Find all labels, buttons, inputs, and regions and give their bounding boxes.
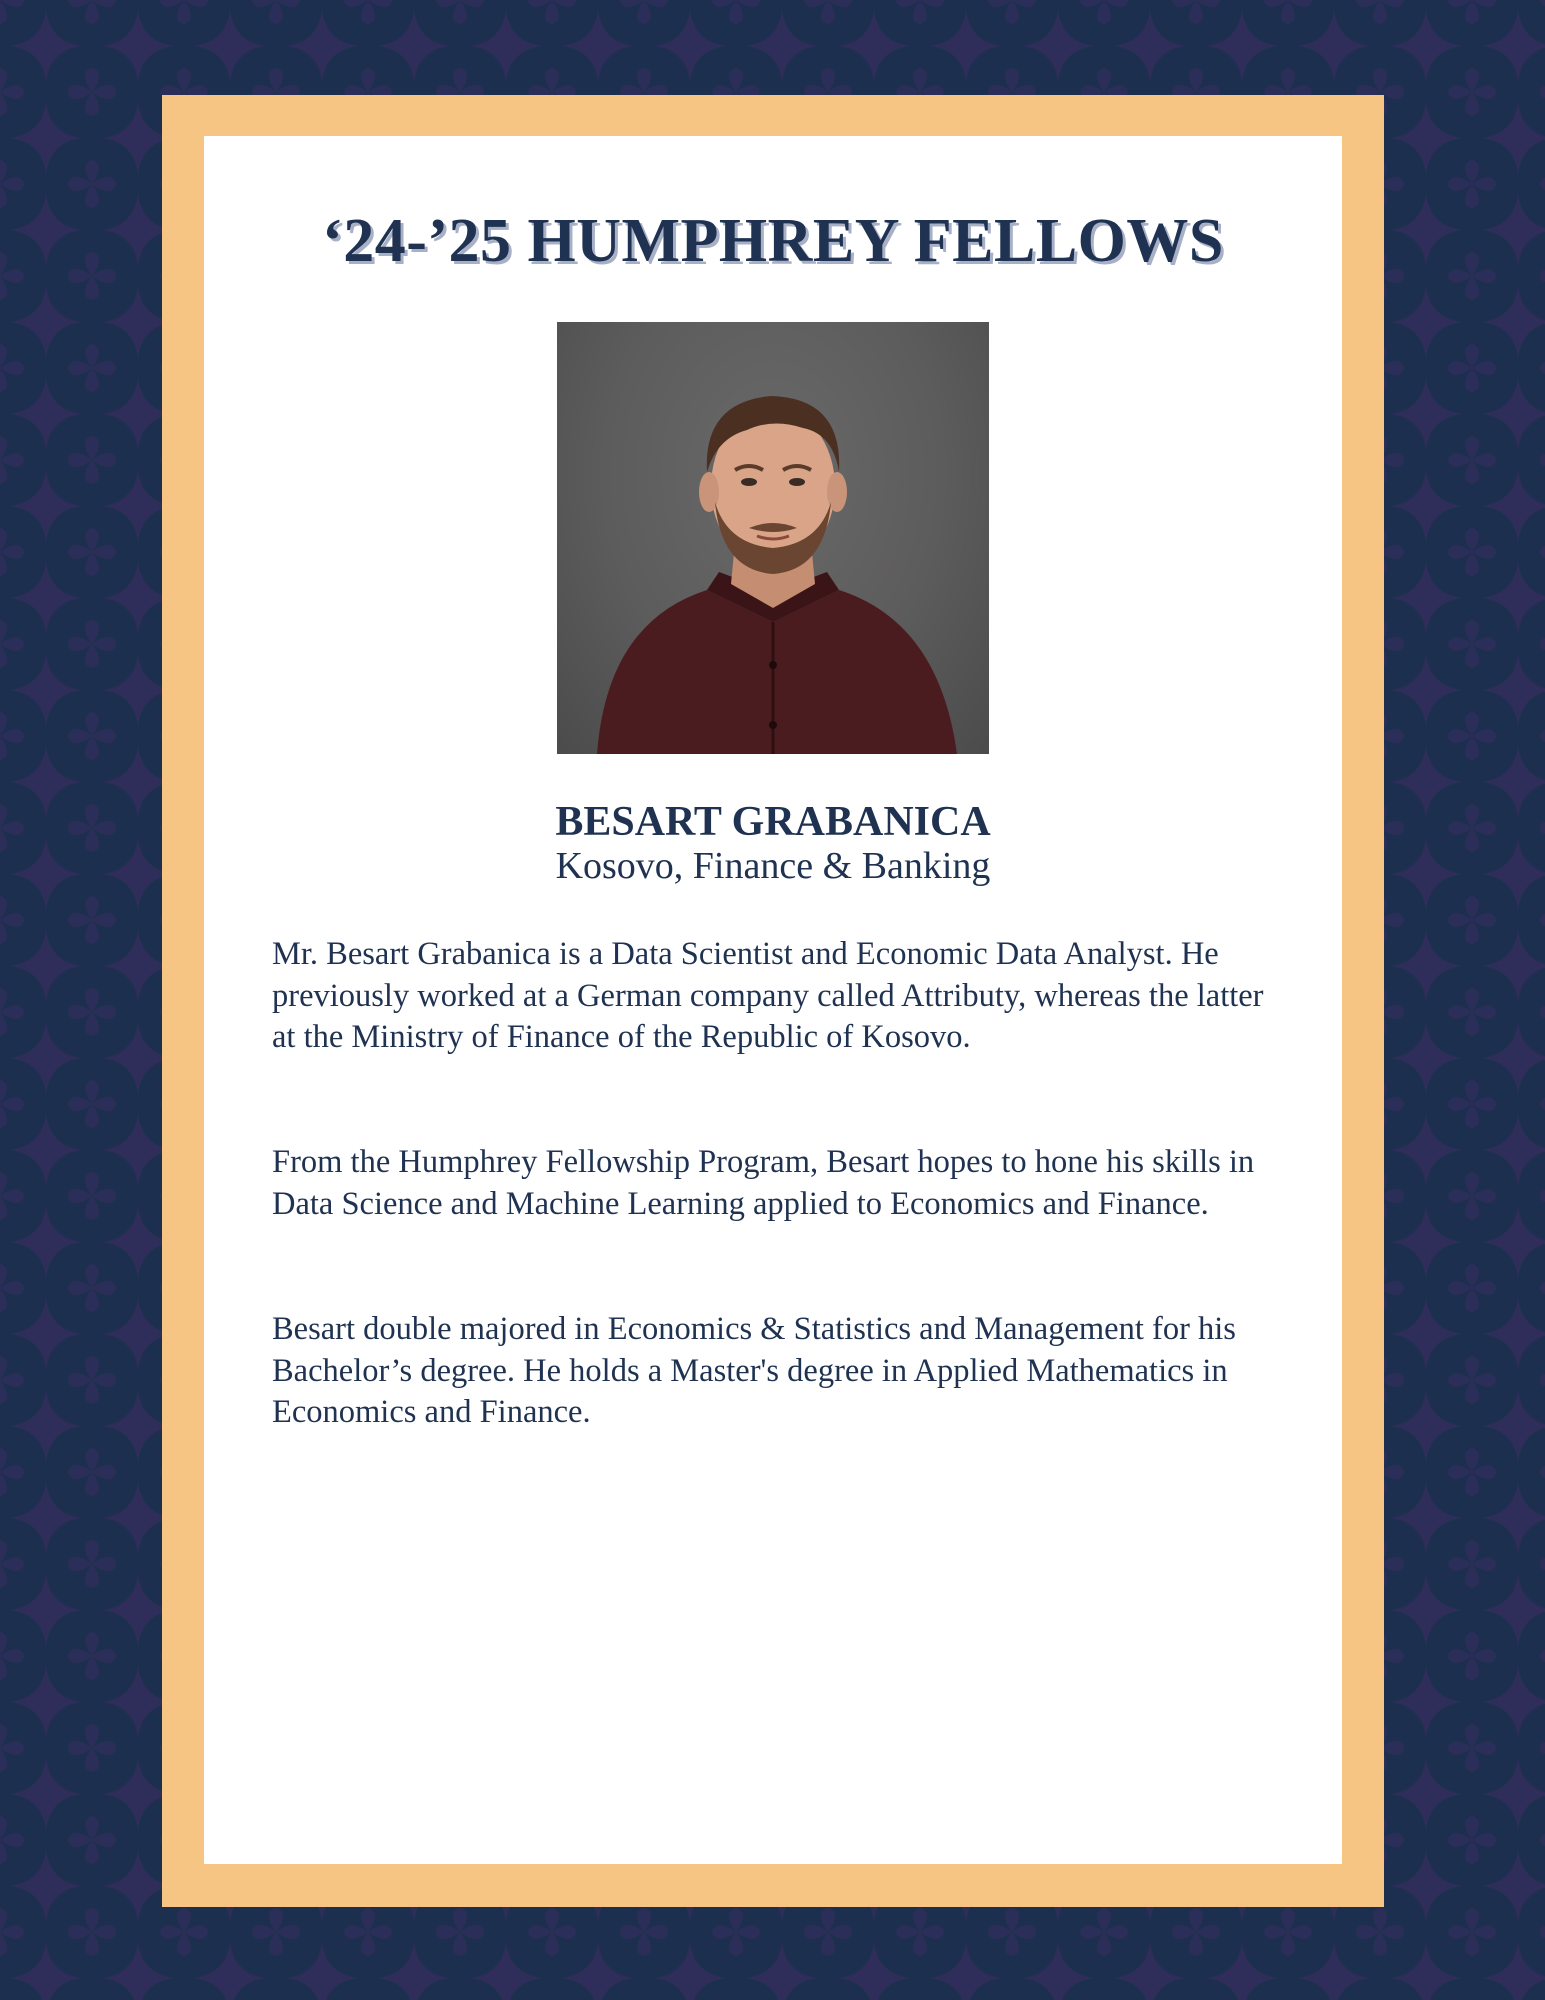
fellow-name: BESART GRABANICA [555, 799, 991, 845]
bio-paragraph: From the Humphrey Fellowship Program, Besart hopes to hone his skills in Data Science and Machine Learning applied to Economics and Finance. [272, 1144, 1255, 1222]
fellow-country-field: Kosovo, Finance & Banking [555, 845, 991, 887]
bio-paragraph: Mr. Besart Grabanica is a Data Scientist and Economic Data Analyst. He previously worked at a German company called Attributy, whereas the latter at the Ministry of Finance of the Republic of Kosovo. [272, 936, 1264, 1055]
bio-paragraph: Besart double majored in Economics & Statistics and Management for his Bachelor’s degree. He holds a Master's degree in Applied Mathematics in Economics and Finance. [272, 1311, 1236, 1430]
page-title: ‘24-’25 HUMPHREY FELLOWS [322, 207, 1224, 275]
fellow-photo [557, 322, 989, 754]
fellow-card [204, 136, 1342, 1864]
